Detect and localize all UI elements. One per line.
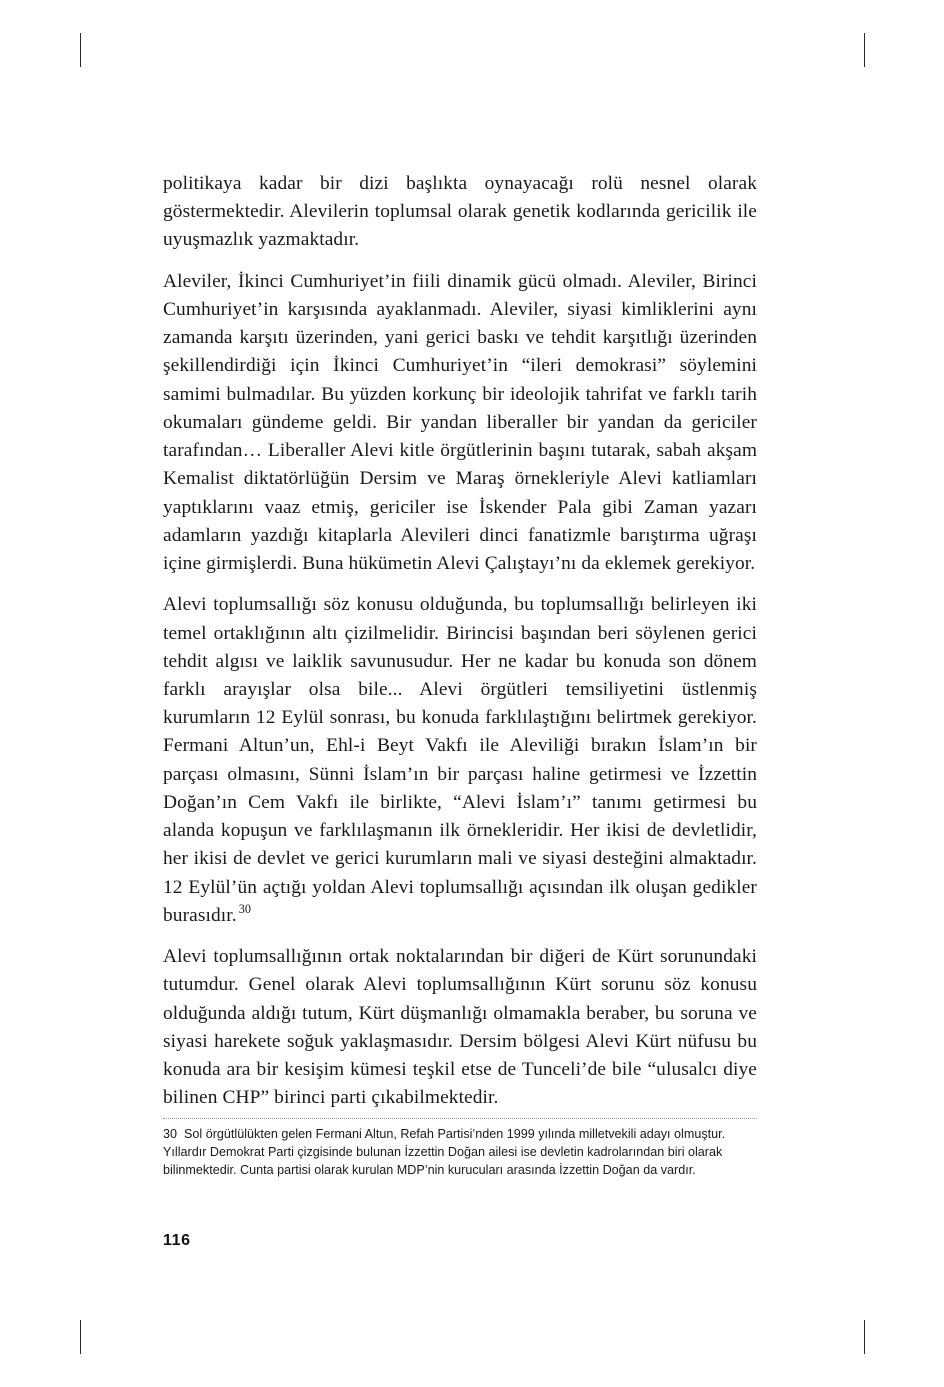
page-text-block (163, 170, 757, 1113)
paragraph-3-text: Alevi toplumsallığı söz konusu olduğunda, bu toplumsallığı belirleyen iki temel ortaklığının altı çizilmelidir. Birincisi başından beri söylenen gerici tehdit algısı ve laiklik savunusudur. Her ne kadar bu konuda son dönem farklı arayışlar olsa bile... Alevi örgütleri temsiliyetini üstlenmiş kurumların 12 Eylül sonrası, bu konuda farklılaştığını belirtmek gerekiyor. Fermani Altun’un, Ehl-i Beyt Vakfı ile Aleviliği bırakın İslam’ın bir parçası olmasını, Sünni İslam’ın bir parçası haline getirmesi ve İzzettin Doğan’ın Cem Vakfı ile birlikte, “Alevi İslam’ı” tanımı getirmesi bu alanda kopuşun ve farklılaşmanın ilk örnekleridir. Her ikisi de devletlidir, her ikisi de devlet ve gerici kurumların mali ve siyasi desteğini almaktadır. 12 Eylül’ün açtığı yoldan Alevi toplumsallığı açısından ilk oluşan gedikler burasıdır. (163, 594, 757, 926)
footnote-number: 30 (163, 1127, 178, 1141)
paragraph-2: Aleviler, İkinci Cumhuriyet’in fiili dinamik gücü olmadı. Aleviler, Birinci Cumhuriyet’in karşısında ayaklanmadı. Aleviler, siyasi kimliklerini aynı zamanda karşıtı üzerinden, yani gerici baskı ve tehdit karşıtlığı üzerinden şekillendirdiği için İkinci Cumhuriyet’in “ileri demokrasi” söylemini samimi bulmadılar. Bu yüzden korkunç bir ideolojik tahrifat ve farklı tarih okumaları gündeme geldi. Bir yandan liberaller bir yandan da gericiler tarafından… Liberaller Alevi kitle örgütlerinin başını tutarak, sabah akşam Kemalist diktatörlüğün Dersim ve Maraş örnekleriyle Alevi katliamları yaptıklarını vaaz etmiş, gericiler ise İskender Pala gibi Zaman yazarı adamların yazdığı kitaplarla Alevileri dinci fanatizmle barıştırma uğraşı içine girmişlerdi. Buna hükümetin Alevi Çalıştayı’nı da eklemek gerekiyor. (163, 270, 757, 575)
footnote-block (163, 1126, 763, 1180)
paragraph-4: Alevi toplumsallığının ortak noktalarından bir diğeri de Kürt sorunundaki tutumdur. Genel olarak Alevi toplumsallığının Kürt sorunu söz konusu olduğunda aldığı tutum, Kürt düşmanlığı olmamakla beraber, bu soruna ve siyasi harekete soğuk yaklaşmasıdır. Dersim bölgesi Alevi Kürt nüfusu bu konuda ara bir kesişim kümesi teşkil etse de Tunceli’de bile “ulusalcı diye bilinen CHP” birinci parti çıkabilmektedir. (163, 946, 757, 1109)
paragraph-3 (163, 591, 757, 930)
crop-mark-top-left (80, 33, 81, 67)
crop-mark-top-right (864, 33, 865, 67)
footnote-separator-rule (163, 1118, 757, 1119)
crop-mark-bottom-right (864, 1320, 865, 1354)
crop-mark-bottom-left (80, 1320, 81, 1354)
page-number: 116 (163, 1232, 191, 1249)
paragraph-1: politikaya kadar bir dizi başlıkta oynayacağı rolü nesnel olarak göstermektedir. Alevilerin toplumsal olarak genetik kodlarında gericilik ile uyuşmazlık yazmaktadır. (163, 173, 757, 251)
footnote-text: Sol örgütlülükten gelen Fermani Altun, Refah Partisi’nden 1999 yılında milletvekili adayı olmuştur. Yıllardır Demokrat Parti çizgisinde bulunan İzzettin Doğan ailesi ise devletin kadrolarından biri olarak bilinmektedir. Cunta partisi olarak kurulan MDP’nin kurucuları arasında İzzettin Doğan da vardır. (163, 1127, 726, 1177)
footnote-reference: 30 (238, 902, 252, 917)
